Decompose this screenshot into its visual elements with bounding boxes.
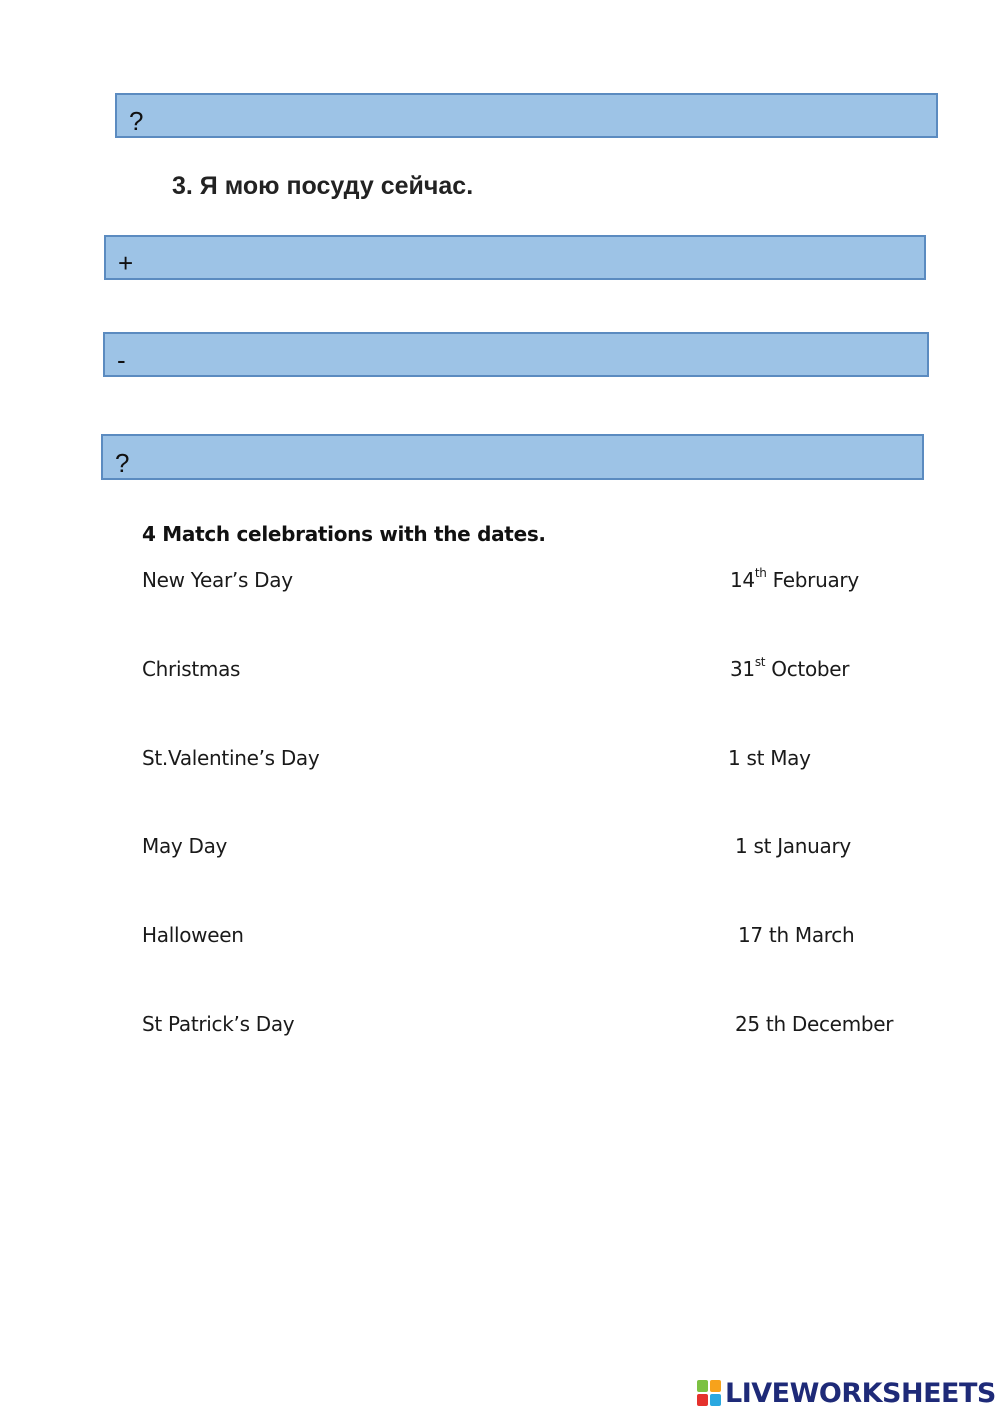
celebration-item[interactable]: New Year’s Day <box>142 568 293 592</box>
answer-box-label: + <box>118 248 134 278</box>
logo-square-green <box>697 1380 708 1392</box>
answer-box-label: ? <box>115 448 130 478</box>
answer-box-question-1[interactable] <box>115 93 938 138</box>
date-suffix: st <box>754 655 766 670</box>
celebration-item[interactable]: May Day <box>142 834 228 858</box>
celebration-item[interactable]: St.Valentine’s Day <box>142 746 320 770</box>
logo-square-orange <box>710 1380 721 1392</box>
date-main: 1 st May <box>728 746 811 770</box>
liveworksheets-logo <box>697 1378 996 1408</box>
date-month: October <box>765 657 850 681</box>
answer-box-label: ? <box>129 106 144 136</box>
logo-square-blue <box>710 1394 721 1406</box>
date-item[interactable] <box>738 923 854 947</box>
date-item[interactable] <box>728 746 811 770</box>
answer-box-positive[interactable] <box>104 235 926 280</box>
logo-icon <box>697 1380 721 1406</box>
exercise-heading: 3. Я мою посуду сейчас. <box>172 172 474 200</box>
answer-box-label: - <box>117 345 126 375</box>
date-suffix: th <box>754 566 767 581</box>
celebration-item[interactable]: St Patrick’s Day <box>142 1012 295 1036</box>
celebration-item[interactable]: Christmas <box>142 657 241 681</box>
answer-box-question-2[interactable] <box>101 434 924 480</box>
date-main: 25 th December <box>735 1012 894 1036</box>
date-item[interactable] <box>735 1012 893 1036</box>
date-item[interactable] <box>735 834 851 858</box>
date-item[interactable] <box>730 568 859 592</box>
task-title: 4 Match celebrations with the dates. <box>142 522 546 546</box>
date-main: 14 <box>730 568 755 592</box>
logo-square-red <box>697 1394 708 1406</box>
logo-text: LIVEWORKSHEETS <box>725 1377 996 1409</box>
date-main: 31 <box>730 657 755 681</box>
celebration-item[interactable]: Halloween <box>142 923 244 947</box>
date-main: 1 st January <box>735 834 851 858</box>
answer-box-negative[interactable] <box>103 332 929 377</box>
date-month: February <box>766 568 859 592</box>
date-main: 17 th March <box>738 923 855 947</box>
date-item[interactable] <box>730 657 849 681</box>
